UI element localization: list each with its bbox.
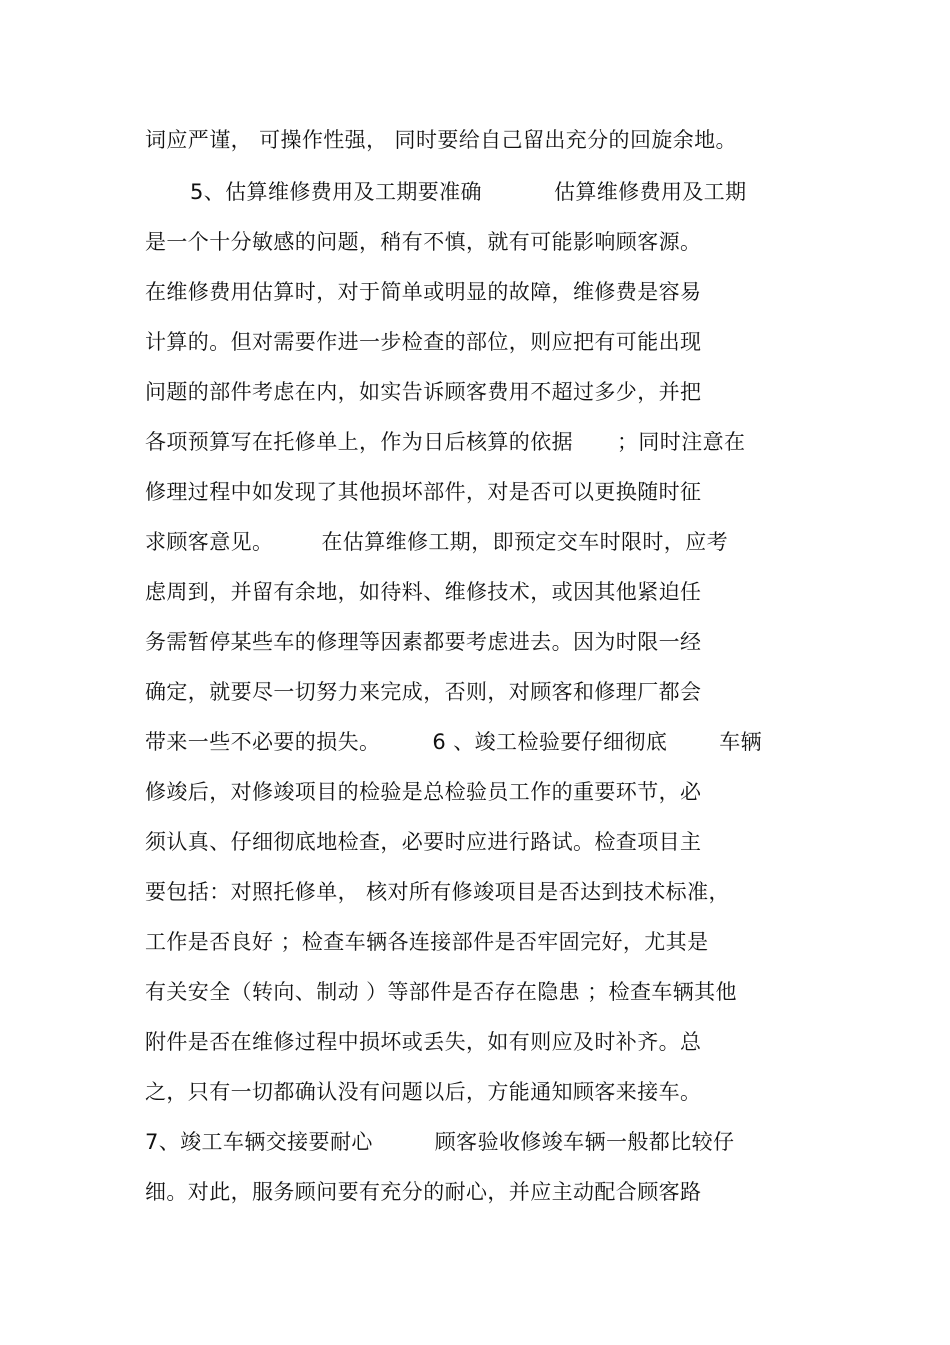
section-6-heading-line	[145, 728, 762, 756]
text-line	[145, 528, 728, 556]
text-line	[145, 126, 737, 154]
text-line	[145, 478, 701, 506]
text-line	[145, 1178, 701, 1206]
text-segment: 要包括：对照托修单， 核对所有修竣项目是否达到技术标准，	[145, 880, 730, 904]
text-segment: 须认真、仔细彻底地检查，必要时应进行路试。检查项目主	[145, 830, 702, 854]
text-line	[145, 978, 737, 1006]
text-segment: 在维修费用估算时，对于简单或明显的故障，维修费是容易	[145, 280, 702, 304]
text-line	[145, 678, 701, 706]
text-segment: ；同时注意在	[617, 430, 746, 454]
text-line	[145, 278, 701, 306]
text-segment: 问题的部件考虑在内，如实告诉顾客费用不超过多少，并把	[145, 380, 702, 404]
text-segment: 确定，就要尽一切努力来完成，否则，对顾客和修理厂都会	[145, 680, 702, 704]
text-line	[145, 228, 701, 256]
text-segment: 修竣后，对修竣项目的检验是总检验员工作的重要环节，必	[145, 780, 702, 804]
text-segment: 在估算维修工期，即预定交车时限时，应考	[321, 530, 729, 554]
text-segment: 各项预算写在托修单上，作为日后核算的依据	[145, 430, 573, 454]
text-line	[145, 878, 730, 906]
section-5-heading-line	[190, 178, 747, 206]
text-segment: 词应严谨， 可操作性强， 同时要给自己留出充分的回旋余地。	[145, 128, 737, 152]
section-heading: 7、竣工车辆交接要耐心	[145, 1130, 373, 1154]
text-segment: 顾客验收修竣车辆一般都比较仔	[434, 1130, 735, 1154]
text-line	[145, 428, 745, 456]
text-segment: 求顾客意见。	[145, 530, 274, 554]
text-line	[145, 928, 708, 956]
text-line	[145, 1078, 701, 1106]
text-segment: 务需暂停某些车的修理等因素都要考虑进去。因为时限一经	[145, 630, 702, 654]
text-segment: 细。对此，服务顾问要有充分的耐心，并应主动配合顾客路	[145, 1180, 702, 1204]
text-segment: 估算维修费用及工期	[553, 180, 747, 204]
text-segment: 车辆	[719, 730, 763, 754]
text-line	[145, 778, 701, 806]
text-line	[145, 328, 701, 356]
text-line	[145, 378, 701, 406]
text-line	[145, 628, 701, 656]
text-line	[145, 1028, 701, 1056]
text-segment: 修理过程中如发现了其他损坏部件，对是否可以更换随时征	[145, 480, 702, 504]
text-segment: 工作是否良好 ；检查车辆各连接部件是否牢固完好，尤其是	[145, 930, 709, 954]
text-line	[145, 578, 701, 606]
text-segment: 计算的。但对需要作进一步检查的部位，则应把有可能出现	[145, 330, 702, 354]
text-segment: 有关安全（转向、制动 ）等部件是否存在隐患 ；检查车辆其他	[145, 980, 737, 1004]
text-segment: 虑周到，并留有余地，如待料、维修技术，或因其他紧迫任	[145, 580, 702, 604]
section-heading: 5、估算维修费用及工期要准确	[190, 180, 482, 204]
section-heading: 6 、竣工检验要仔细彻底	[432, 730, 668, 754]
text-segment: 带来一些不必要的损失。	[145, 730, 381, 754]
section-7-heading-line	[145, 1128, 734, 1156]
text-segment: 附件是否在维修过程中损坏或丢失，如有则应及时补齐。总	[145, 1030, 702, 1054]
text-segment: 是一个十分敏感的问题，稍有不慎，就有可能影响顾客源。	[145, 230, 702, 254]
text-line	[145, 828, 701, 856]
text-segment: 之，只有一切都确认没有问题以后，方能通知顾客来接车。	[145, 1080, 702, 1104]
